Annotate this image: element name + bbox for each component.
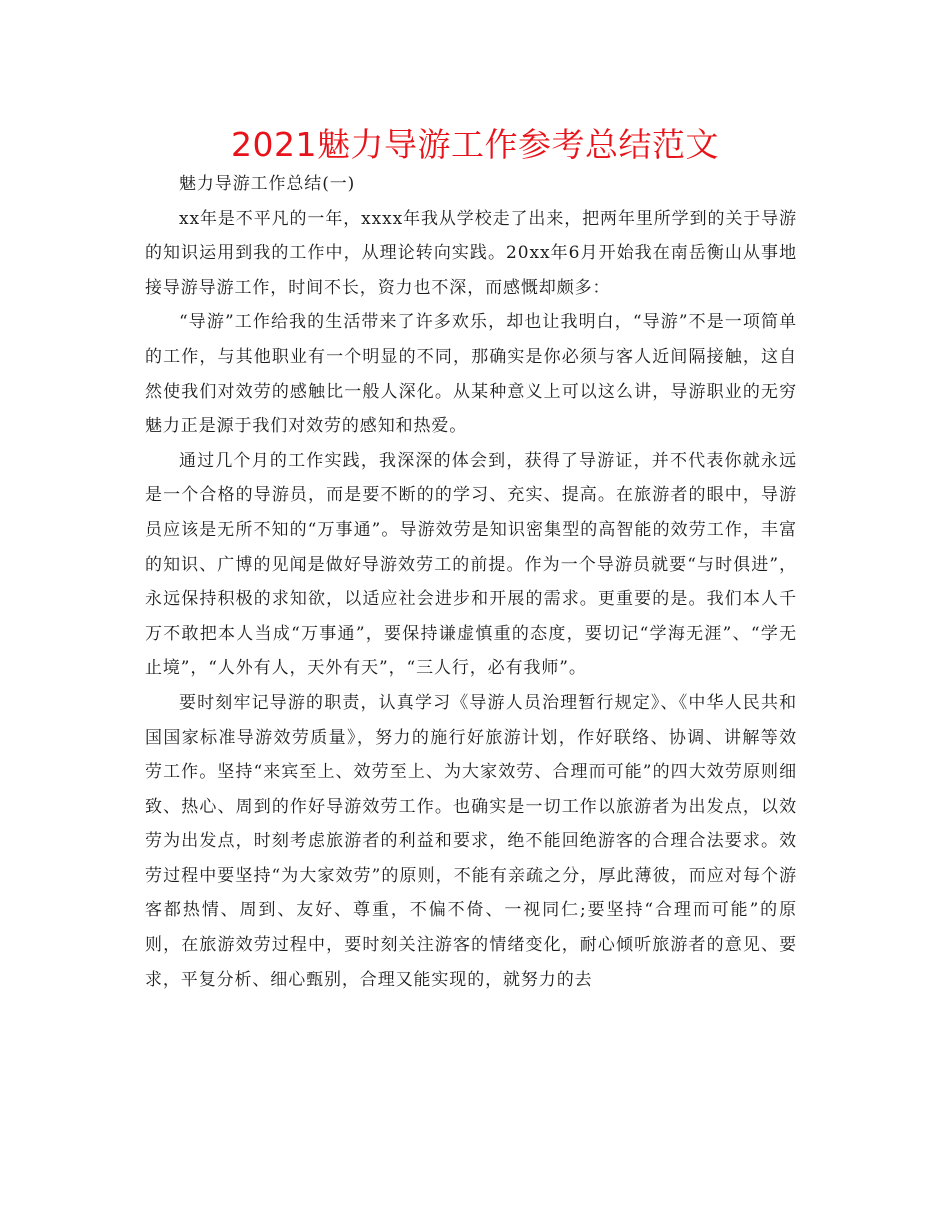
section-heading: 魅力导游工作总结(一) [179,174,356,194]
paragraph-4: 要时刻牢记导游的职责，认真学习《导游人员治理暂行规定》、《中华人民共和国国家标准导游效劳质量》，努力的施行好旅游计划，作好联络、协调、讲解等效劳工作。坚持“来宾至上、效劳至上、为大家效劳、合理而可能”的四大效劳原则细致、热心、周到的作好导游效劳工作。也确实是一切工作以旅游者为出发点，以效劳为出发点，时刻考虑旅游者的利益和要求，绝不能回绝游客的合理合法要求。效劳过程中要坚持“为大家效劳”的原则，不能有亲疏之分，厚此薄彼，而应对每个游客都热情、周到、友好、尊重，不偏不倚、一视同仁;要坚持“合理而可能”的原则，在旅游效劳过程中，要时刻关注游客的情绪变化，耐心倾听旅游者的意见、要求，平复分析、细心甄别，合理又能实现的，就努力的去 [145,692,797,990]
document-body [145,167,797,997]
paragraph-2: “导游”工作给我的生活带来了许多欢乐，却也让我明白，“导游”不是一项简单的工作，与其他职业有一个明显的不同，那确实是你必须与客人近间隔接触，这自然使我们对效劳的感触比一般人深化。从某种意义上可以这么讲，导游职业的无穷魅力正是源于我们对效劳的感知和热爱。 [145,312,797,437]
paragraph-1: xx年是不平凡的一年，xxxx年我从学校走了出来，把两年里所学到的关于导游的知识运用到我的工作中，从理论转向实践。20xx年6月开始我在南岳衡山从事地接导游导游工作，时间不长，资力也不深，而感慨却颇多： [145,208,797,298]
document-title: 2021魅力导游工作参考总结范文 [231,125,719,164]
paragraph-3: 通过几个月的工作实践，我深深的体会到，获得了导游证，并不代表你就永远是一个合格的导游员，而是要不断的的学习、充实、提高。在旅游者的眼中，导游员应该是无所不知的“万事通”。导游效劳是知识密集型的高智能的效劳工作，丰富的知识、广博的见闻是做好导游效劳工的前提。作为一个导游员就要“与时俱进”，永远保持积极的求知欲，以适应社会进步和开展的需求。更重要的是。我们本人千万不敢把本人当成“万事通”，要保持谦虚慎重的态度，要切记“学海无涯”、“学无止境”，“人外有人，天外有天”，“三人行，必有我师”。 [145,450,797,679]
